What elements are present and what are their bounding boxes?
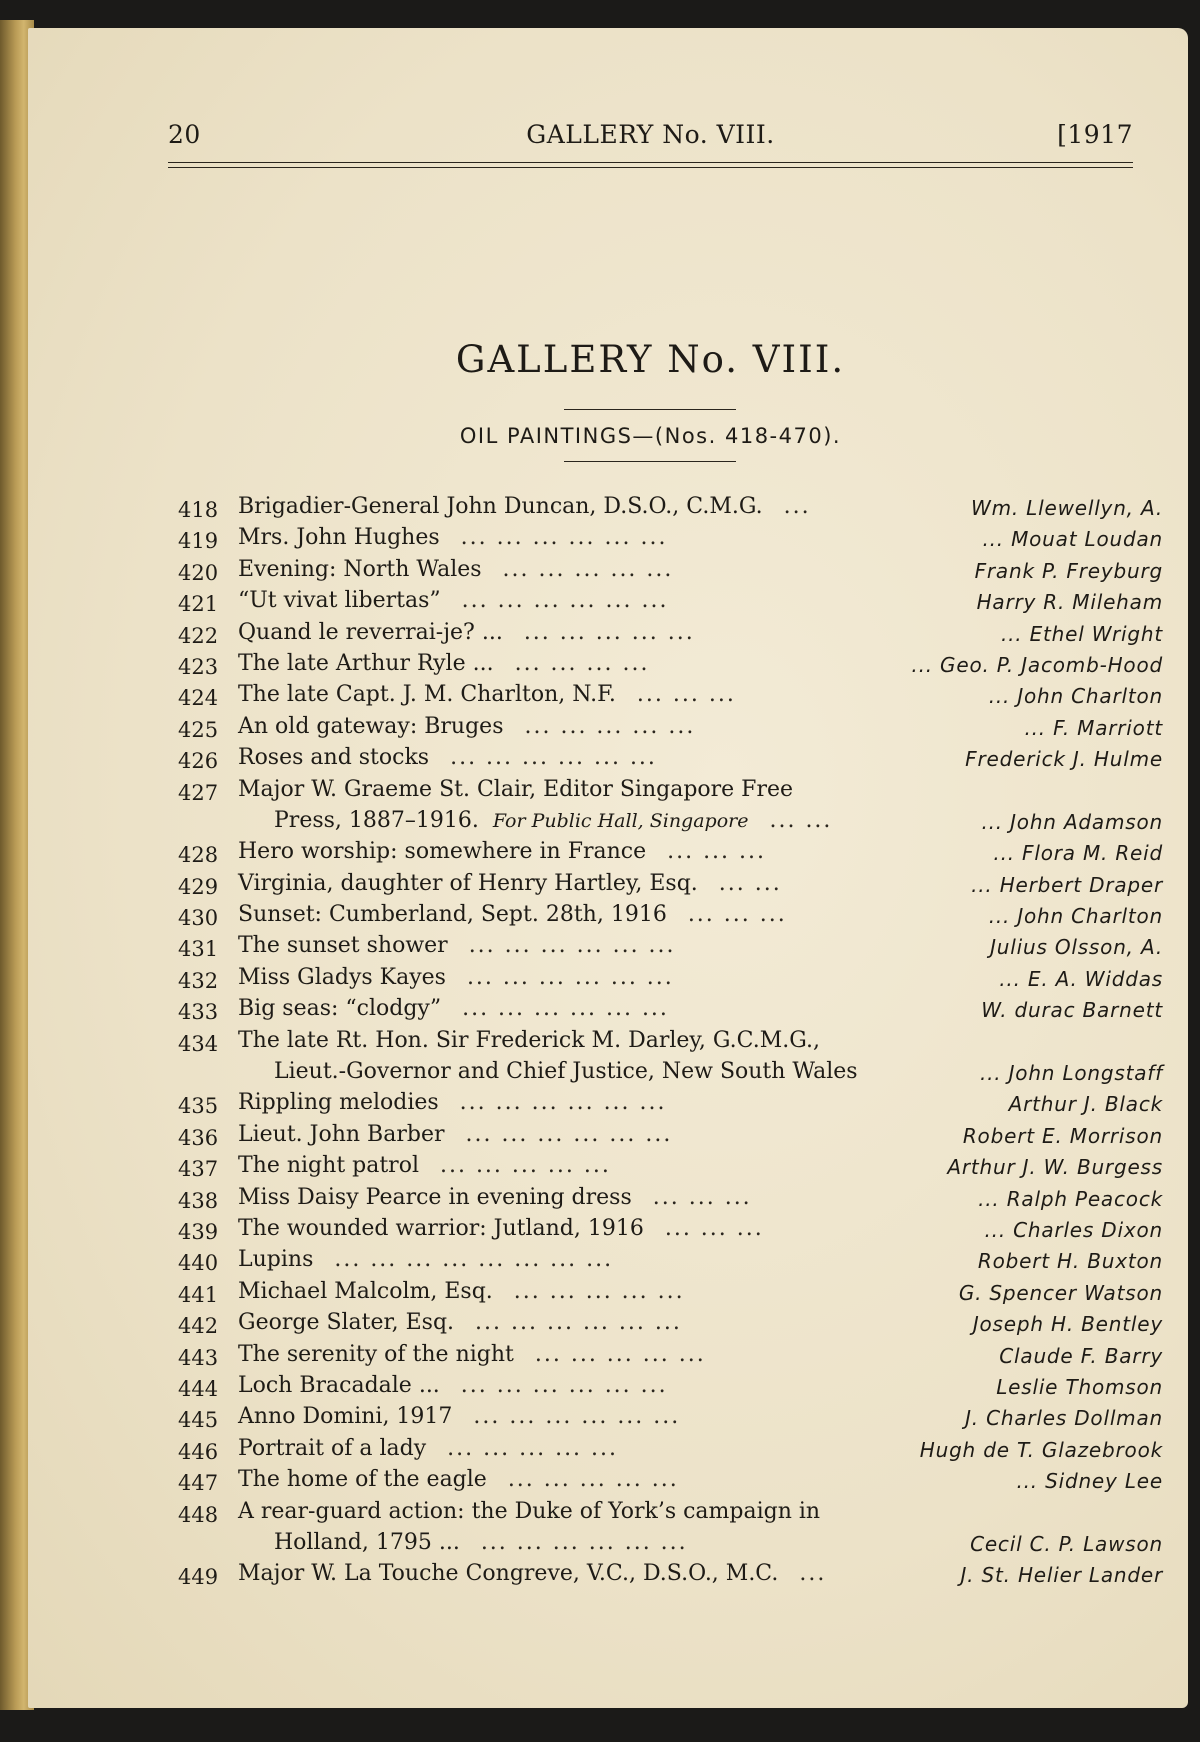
entry-title-text: Major W. Graeme St. Clair, Editor Singapore Free	[238, 776, 794, 802]
entry-number: 426	[178, 749, 219, 774]
catalogue-entry	[178, 1561, 1163, 1592]
title-rule	[564, 409, 736, 410]
entry-number: 438	[178, 1188, 219, 1213]
entry-number: 425	[178, 717, 219, 742]
entry-title-text: George Slater, Esq.	[238, 1310, 455, 1336]
entry-title	[238, 1216, 764, 1241]
entry-title-text: Mrs. John Hughes	[238, 525, 440, 551]
entry-artist: ... Ethel Wright	[1000, 621, 1163, 646]
catalogue-page	[28, 28, 1188, 1708]
entry-artist: Hugh de T. Glazebrook	[919, 1437, 1163, 1462]
catalogue-list	[178, 494, 1163, 1593]
entry-title	[238, 777, 793, 802]
dot-leader: ... ... ... ... ...	[507, 1467, 679, 1493]
entry-title-text: Anno Domini, 1917	[238, 1404, 453, 1430]
entry-number: 432	[178, 968, 219, 993]
dot-leader: ... ... ... ... ... ...	[462, 996, 669, 1022]
entry-number: 424	[178, 686, 219, 711]
dot-leader: ... ... ... ... ...	[447, 1435, 619, 1461]
dot-leader: ... ...	[718, 870, 782, 896]
entry-title-text: Portrait of a lady	[238, 1435, 427, 1461]
entry-title	[238, 494, 811, 519]
dot-leader: ... ... ...	[636, 682, 736, 708]
catalogue-entry	[178, 1122, 1163, 1153]
entry-number: 448	[178, 1502, 219, 1527]
entry-number: 419	[178, 529, 219, 554]
entry-artist: J. St. Helier Lander	[960, 1563, 1163, 1588]
entry-number: 449	[178, 1565, 219, 1590]
dot-leader: ... ... ... ... ...	[524, 713, 696, 739]
entry-title	[238, 1153, 611, 1178]
entry-number: 421	[178, 592, 219, 617]
entry-artist: G. Spencer Watson	[958, 1280, 1163, 1305]
entry-title	[238, 1404, 680, 1429]
entry-title	[238, 1561, 826, 1586]
entry-title-text: An old gateway: Bruges	[238, 713, 504, 739]
dot-leader: ... ... ... ... ... ...	[460, 1372, 668, 1398]
dot-leader: ... ... ... ... ... ...	[480, 1529, 688, 1555]
entry-title-text: The late Capt. J. M. Charlton, N.F.	[238, 682, 616, 708]
entry-artist: Leslie Thomson	[996, 1374, 1163, 1399]
entry-number: 444	[178, 1376, 219, 1401]
catalogue-entry	[178, 965, 1163, 996]
entry-artist: Frederick J. Hulme	[965, 747, 1163, 772]
dot-leader: ...	[799, 1561, 827, 1587]
entry-artist: ... John Charlton	[988, 684, 1163, 709]
catalogue-entry	[178, 557, 1163, 588]
catalogue-entry	[178, 1404, 1163, 1435]
entry-title-text: Roses and stocks	[238, 745, 430, 771]
entry-title-text: The serenity of the night	[238, 1341, 514, 1367]
entry-artist: Robert E. Morrison	[962, 1123, 1163, 1148]
entry-title-text: Big seas: “clodgy”	[238, 996, 442, 1022]
entry-artist: Claude F. Barry	[999, 1343, 1163, 1368]
dot-leader: ... ... ... ... ... ...	[450, 745, 657, 771]
entry-title-text: Miss Gladys Kayes	[238, 964, 446, 990]
catalogue-entry	[178, 714, 1163, 745]
dot-leader: ... ... ...	[667, 839, 767, 865]
catalogue-entry	[178, 1247, 1163, 1278]
subtitle-rule	[564, 461, 736, 462]
entry-title-text: “Ut vivat libertas”	[238, 588, 441, 614]
catalogue-entry	[178, 1467, 1163, 1498]
entry-artist: ... Sidney Lee	[1016, 1469, 1163, 1494]
entry-number: 447	[178, 1471, 219, 1496]
entry-title	[238, 1185, 752, 1210]
entry-number: 436	[178, 1125, 219, 1150]
entry-artist: Wm. Llewellyn, A.	[971, 496, 1163, 520]
catalogue-entry	[178, 620, 1163, 651]
catalogue-entry	[178, 1310, 1163, 1341]
dot-leader: ... ...	[769, 807, 833, 833]
entry-number: 431	[178, 937, 219, 962]
entry-number: 441	[178, 1282, 219, 1307]
entry-title	[238, 1467, 679, 1492]
entry-location-note: For Public Hall, Singapore	[492, 809, 749, 832]
catalogue-entry	[178, 494, 1163, 525]
entry-title	[238, 1247, 613, 1272]
entry-title-text: Lieut. John Barber	[238, 1121, 445, 1147]
catalogue-entry	[178, 902, 1163, 933]
running-header-gallery: GALLERY No. VIII.	[526, 120, 775, 149]
entry-title	[238, 1028, 820, 1053]
entry-artist: ... E. A. Widdas	[999, 966, 1163, 991]
entry-artist: ... Mouat Loudan	[982, 527, 1163, 552]
entry-title	[238, 1373, 668, 1398]
entry-title	[238, 1090, 667, 1115]
entry-artist: ... Charles Dixon	[984, 1218, 1163, 1243]
running-header-year: [1917	[1057, 120, 1133, 149]
entry-title	[238, 1122, 672, 1147]
entry-title	[238, 871, 782, 896]
entry-title	[238, 588, 668, 613]
catalogue-entry	[178, 651, 1163, 682]
entry-title-text: Virginia, daughter of Henry Hartley, Esq.	[238, 870, 698, 896]
dot-leader: ...	[783, 494, 811, 519]
catalogue-entry	[178, 1185, 1163, 1216]
entry-artist: Robert H. Buxton	[977, 1249, 1163, 1274]
entry-number: 434	[178, 1031, 219, 1056]
entry-artist: Harry R. Mileham	[976, 590, 1163, 615]
entry-title-continued	[274, 1059, 858, 1084]
entry-title	[238, 1436, 618, 1461]
catalogue-entry	[178, 525, 1163, 556]
entry-artist: ... John Charlton	[988, 904, 1163, 929]
dot-leader: ... ... ...	[687, 902, 787, 928]
catalogue-entry	[178, 1153, 1163, 1184]
header-double-rule	[168, 162, 1133, 168]
catalogue-entry	[178, 1342, 1163, 1373]
catalogue-entry	[178, 1499, 1163, 1562]
entry-title-text: The sunset shower	[238, 933, 448, 959]
dot-leader: ... ... ... ... ...	[502, 556, 674, 582]
entry-artist: ... John Longstaff	[979, 1061, 1163, 1086]
entry-title-text: Rippling melodies	[238, 1090, 439, 1116]
entry-artist: ... F. Marriott	[1024, 715, 1163, 740]
entry-artist: ... Flora M. Reid	[993, 841, 1163, 866]
catalogue-entry	[178, 1436, 1163, 1467]
dot-leader: ... ... ... ... ...	[523, 619, 695, 645]
entry-continuation-text: Lieut.-Governor and Chief Justice, New South Wales	[274, 1059, 858, 1085]
entry-number: 440	[178, 1251, 219, 1276]
catalogue-entry	[178, 1090, 1163, 1121]
dot-leader: ... ... ...	[664, 1216, 764, 1242]
dot-leader: ... ... ... ... ... ...	[465, 1121, 673, 1147]
entry-title	[238, 1310, 682, 1335]
entry-number: 420	[178, 560, 219, 585]
catalogue-entry	[178, 933, 1163, 964]
entry-title	[238, 1499, 820, 1524]
catalogue-entry	[178, 1373, 1163, 1404]
entry-title-continued	[274, 1530, 688, 1555]
entry-number: 443	[178, 1345, 219, 1370]
entry-title-text: Major W. La Touche Congreve, V.C., D.S.O., M.C.	[238, 1561, 779, 1587]
dot-leader: ... ... ... ... ... ...	[473, 1404, 681, 1430]
dot-leader: ... ... ... ... ...	[513, 1278, 685, 1304]
dot-leader: ... ... ... ... ... ... ... ...	[334, 1247, 614, 1273]
entry-title-text: Lupins	[238, 1247, 314, 1273]
entry-artist: ... Herbert Draper	[971, 872, 1163, 897]
entry-artist: W. durac Barnett	[981, 998, 1163, 1023]
entry-number: 435	[178, 1094, 219, 1119]
entry-title	[238, 557, 673, 582]
entry-number: 442	[178, 1314, 219, 1339]
section-title: OIL PAINTINGS—(Nos. 418-470).	[459, 424, 842, 448]
entry-title-text: The late Arthur Ryle ...	[238, 650, 494, 676]
catalogue-entry	[178, 777, 1163, 840]
catalogue-entry	[178, 1028, 1163, 1091]
entry-title-text: Michael Malcolm, Esq.	[238, 1278, 493, 1304]
entry-number: 427	[178, 780, 219, 805]
entry-artist: Cecil C. P. Lawson	[970, 1531, 1163, 1556]
entry-title-text: The wounded warrior: Jutland, 1916	[238, 1216, 644, 1242]
entry-number: 437	[178, 1157, 219, 1182]
entry-title	[238, 965, 674, 990]
entry-title	[238, 996, 669, 1021]
entry-continuation-text: Holland, 1795 ...	[274, 1529, 460, 1555]
entry-title	[238, 620, 695, 645]
entry-title-text: Loch Bracadale ...	[238, 1372, 440, 1398]
dot-leader: ... ... ... ... ...	[534, 1341, 706, 1367]
entry-number: 433	[178, 1000, 219, 1025]
entry-title	[238, 525, 667, 550]
entry-title-text: The night patrol	[238, 1153, 419, 1179]
dot-leader: ... ... ... ... ... ...	[460, 525, 668, 551]
entry-title-continued	[274, 808, 832, 833]
entry-title-text: Quand le reverrai-je? ...	[238, 619, 503, 645]
entry-number: 428	[178, 843, 219, 868]
entry-artist: J. Charles Dollman	[965, 1406, 1163, 1431]
running-header	[168, 120, 1133, 160]
entry-number: 429	[178, 874, 219, 899]
entry-artist: ... Geo. P. Jacomb-Hood	[911, 652, 1163, 677]
entry-title	[238, 682, 736, 707]
entry-title-text: The home of the eagle	[238, 1467, 487, 1493]
catalogue-entry	[178, 1216, 1163, 1247]
entry-artist: Arthur J. W. Burgess	[947, 1155, 1163, 1180]
entry-title	[238, 839, 766, 864]
catalogue-entry	[178, 871, 1163, 902]
dot-leader: ... ... ...	[652, 1184, 752, 1210]
entry-title	[238, 1279, 685, 1304]
entry-number: 423	[178, 654, 219, 679]
dot-leader: ... ... ... ...	[514, 650, 650, 676]
entry-number: 422	[178, 623, 219, 648]
entry-title	[238, 714, 695, 739]
entry-artist: Julius Olsson, A.	[990, 935, 1163, 960]
catalogue-entry	[178, 682, 1163, 713]
catalogue-entry	[178, 1279, 1163, 1310]
entry-title	[238, 933, 676, 958]
page-number: 20	[168, 120, 201, 149]
entry-artist: ... Ralph Peacock	[978, 1186, 1163, 1211]
entry-artist: ... John Adamson	[981, 809, 1163, 834]
dot-leader: ... ... ... ... ...	[439, 1153, 611, 1179]
entry-title-text: Brigadier-General John Duncan, D.S.O., C.M.G.	[238, 494, 763, 519]
entry-artist: Frank P. Freyburg	[974, 558, 1163, 583]
dot-leader: ... ... ... ... ... ...	[461, 588, 669, 614]
entry-number: 418	[178, 498, 219, 522]
entry-title-text: Sunset: Cumberland, Sept. 28th, 1916	[238, 902, 667, 928]
entry-number: 430	[178, 906, 219, 931]
entry-number: 446	[178, 1439, 219, 1464]
entry-title-text: Hero worship: somewhere in France	[238, 839, 647, 865]
entry-title-text: The late Rt. Hon. Sir Frederick M. Darley, G.C.M.G.,	[238, 1027, 821, 1053]
catalogue-entry	[178, 745, 1163, 776]
entry-title	[238, 902, 787, 927]
entry-number: 439	[178, 1220, 219, 1245]
entry-number: 445	[178, 1408, 219, 1433]
catalogue-entry	[178, 588, 1163, 619]
entry-title	[238, 745, 657, 770]
dot-leader: ... ... ... ... ... ...	[459, 1090, 667, 1116]
entry-title-text: Evening: North Wales	[238, 556, 482, 582]
gallery-title: GALLERY No. VIII.	[455, 338, 846, 381]
catalogue-entry	[178, 996, 1163, 1027]
entry-continuation-text: Press, 1887–1916.	[274, 807, 479, 833]
dot-leader: ... ... ... ... ... ...	[475, 1310, 682, 1336]
entry-title	[238, 1342, 706, 1367]
entry-artist: Arthur J. Black	[1008, 1092, 1163, 1117]
entry-artist: Joseph H. Bentley	[972, 1312, 1163, 1337]
entry-title-text: Miss Daisy Pearce in evening dress	[238, 1184, 632, 1210]
dot-leader: ... ... ... ... ... ...	[468, 933, 676, 959]
catalogue-entry	[178, 839, 1163, 870]
entry-title	[238, 651, 649, 676]
entry-title-text: A rear-guard action: the Duke of York’s campaign in	[238, 1498, 821, 1524]
dot-leader: ... ... ... ... ... ...	[466, 964, 674, 990]
